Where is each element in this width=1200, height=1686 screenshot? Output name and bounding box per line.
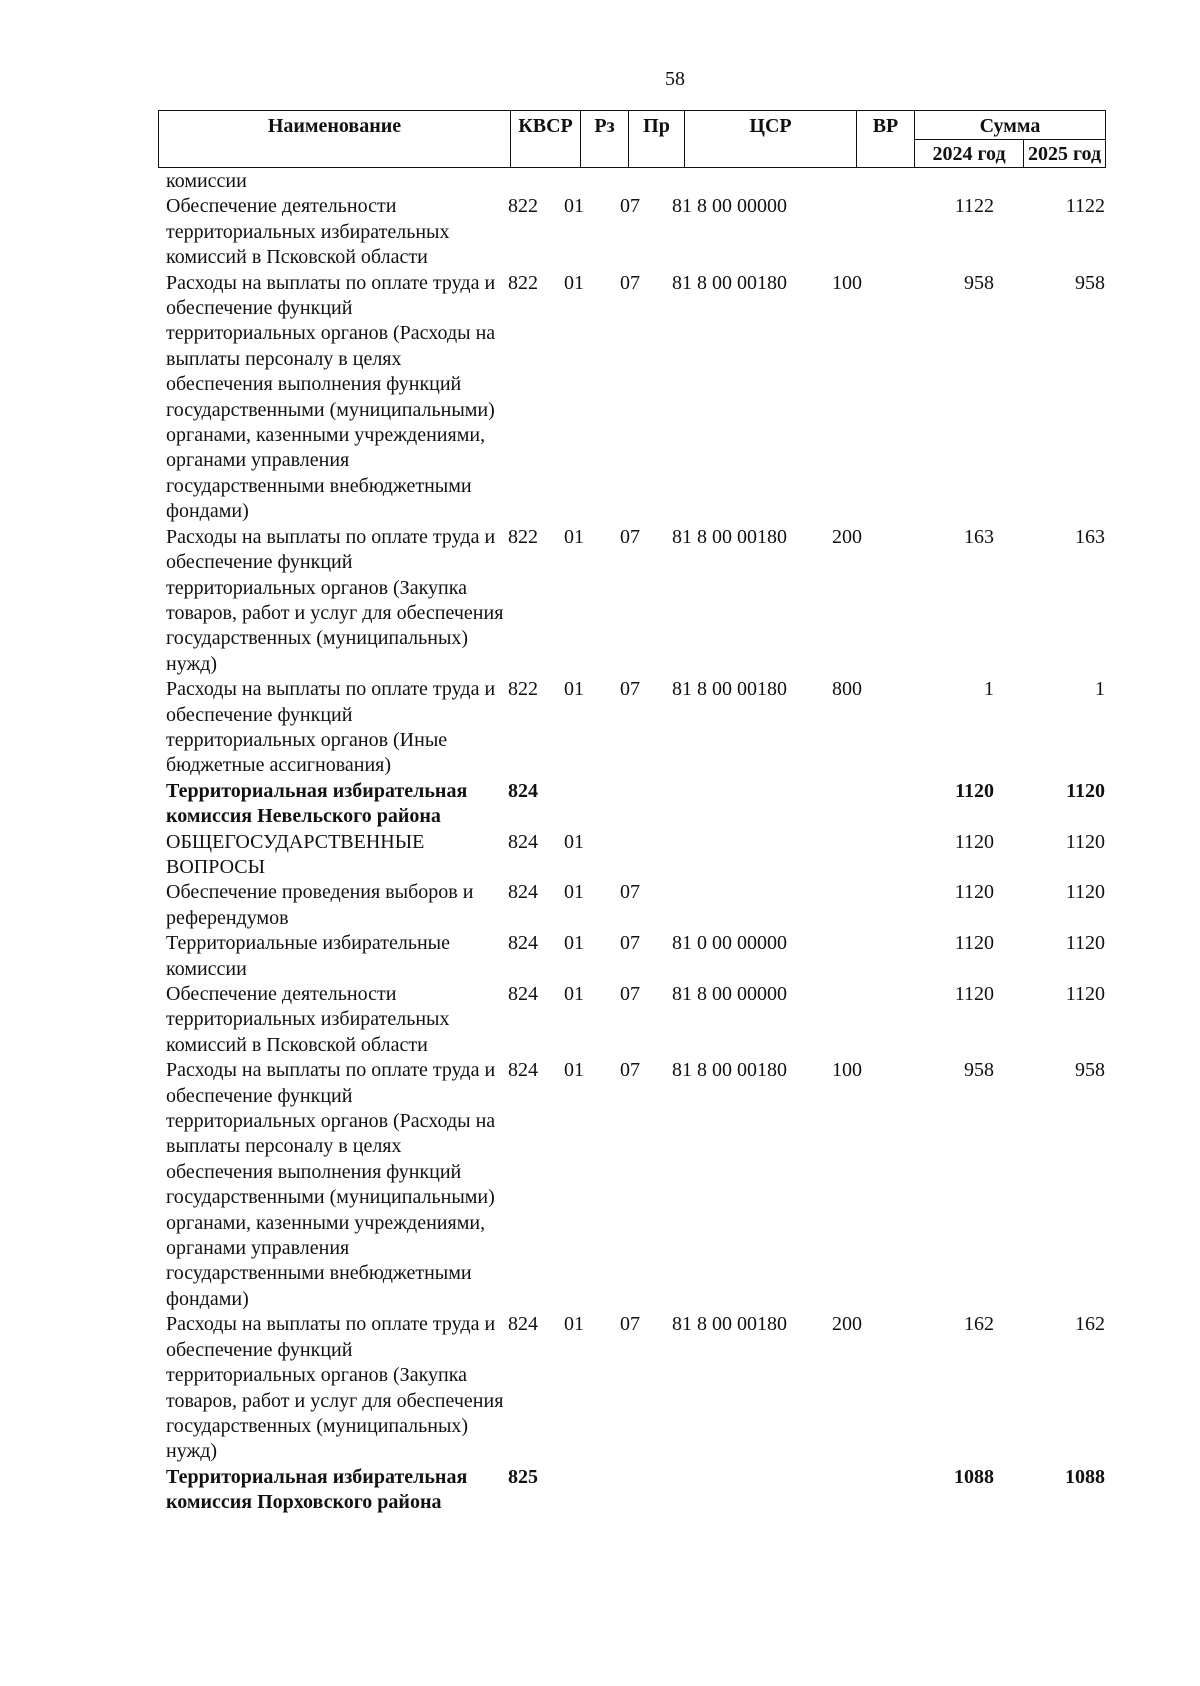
row-csr: 81 8 00 00180 [672,1059,787,1082]
table-row [166,830,1126,881]
row-csr [672,830,832,881]
table-row [166,271,1126,525]
row-kvsr: 824 [508,932,538,955]
row-pr [620,1465,672,1516]
row-csr: 81 8 00 00000 [672,195,787,218]
table-row [166,194,1126,270]
row-rz: 01 [564,525,584,548]
row-name: Обеспечение проведения выборов и референдумов [166,881,474,929]
row-vr [832,169,890,194]
row-rz [564,779,620,830]
row-kvsr: 822 [508,195,538,218]
table-row [166,779,1126,830]
row-vr [832,830,890,881]
row-csr: 81 0 00 00000 [672,932,787,955]
row-vr [832,931,890,982]
header-name: Наименование [159,111,511,167]
row-vr: 100 [832,271,862,294]
row-name: комиссии [166,170,247,192]
row-csr: 81 8 00 00000 [672,983,787,1005]
header-sum: Сумма [915,111,1105,140]
row-sum-2024: 163 [964,525,994,548]
row-rz: 01 [564,1313,584,1336]
row-vr: 200 [832,1313,862,1336]
row-rz: 01 [564,195,584,218]
row-pr: 07 [620,1313,640,1336]
row-name: Территориальная избирательная комиссия Порховского района [166,1465,468,1514]
row-kvsr [504,169,564,194]
row-sum-2024: 1122 [954,195,994,218]
row-csr: 81 8 00 00180 [672,525,787,548]
row-pr [620,779,672,830]
row-sum-2025: 958 [1075,1059,1105,1082]
row-sum-2025 [994,169,1105,194]
header-year-2025: 2025 год [1027,143,1102,165]
row-name: Расходы на выплаты по оплате труда и обеспечение функций территориальных органов (Закупка товаров, работ и услуг для обеспечения государственных (муниципальных) нужд) [166,1313,504,1463]
row-name: Территориальные избирательные комиссии [166,932,450,980]
row-csr [672,880,832,931]
row-pr: 07 [620,1059,640,1082]
header-kvsr: КВСР [511,111,581,167]
row-csr: 81 8 00 00180 [672,271,787,294]
row-pr: 07 [620,271,640,294]
row-sum-2024: 1120 [954,932,994,955]
row-csr [672,1465,832,1516]
row-sum-2024: 1120 [955,779,994,802]
row-sum-2025: 1122 [1065,195,1105,218]
row-vr [832,1465,890,1516]
page-number: 58 [665,68,685,90]
row-sum-2025: 163 [1075,525,1105,548]
table-row [166,931,1126,982]
table-row [166,1312,1126,1464]
row-sum-2025: 958 [1075,271,1105,294]
row-pr [620,169,672,194]
row-sum-2024: 958 [964,271,994,294]
row-kvsr: 824 [508,1059,538,1082]
row-sum-2024: 162 [964,1313,994,1336]
row-sum-2025: 1120 [1065,881,1105,904]
table-row [166,677,1126,779]
header-pr: Пр [629,111,685,167]
row-sum-2025: 1120 [1065,983,1105,1005]
row-kvsr: 824 [508,779,538,802]
row-sum-2024: 958 [964,1059,994,1082]
row-kvsr: 824 [508,881,538,904]
table-row [166,525,1126,677]
row-vr [832,982,890,1058]
row-sum-2025: 1 [1095,678,1105,701]
table-row [166,169,1126,194]
row-vr: 800 [832,678,862,701]
table-row [166,1465,1126,1516]
row-pr: 07 [620,932,640,955]
row-rz: 01 [564,271,584,294]
row-name: Обеспечение деятельности территориальных избирательных комиссий в Псковской области [166,983,450,1056]
row-rz: 01 [564,1059,584,1082]
row-sum-2025: 1120 [1065,932,1105,955]
row-sum-2025: 162 [1075,1313,1105,1336]
row-name: ОБЩЕГОСУДАРСТВЕННЫЕ ВОПРОСЫ [166,830,425,878]
row-rz: 01 [564,932,584,955]
row-rz: 01 [564,983,584,1005]
row-kvsr: 824 [508,983,538,1005]
row-name: Расходы на выплаты по оплате труда и обеспечение функций территориальных органов (Иные бюджетные ассигнования) [166,678,496,777]
table-body [166,169,1126,1516]
header-year-2024: 2024 год [915,140,1024,168]
row-sum-2024: 1120 [954,881,994,904]
row-sum-2024: 1088 [954,1465,994,1488]
row-rz: 01 [564,678,584,701]
row-name: Расходы на выплаты по оплате труда и обеспечение функций территориальных органов (Расходы на выплаты персоналу в целях обеспечения выполнения функций государственными (муниципальными) органами, казенными учреждениями, органами управления государственными внебюджетными фондами) [166,271,496,523]
row-vr: 200 [832,525,862,548]
row-csr [672,779,832,830]
header-csr: ЦСР [685,111,857,167]
row-kvsr: 824 [508,830,538,853]
row-sum-2025: 1088 [1065,1465,1105,1488]
table-row [166,982,1126,1058]
row-sum-2024: 1 [984,678,994,701]
row-kvsr: 822 [508,271,538,294]
row-pr: 07 [620,195,640,218]
row-pr: 07 [620,983,640,1005]
row-sum-2024 [890,169,994,194]
row-vr [832,779,890,830]
row-csr [672,169,832,194]
row-rz [564,169,620,194]
table-row [166,880,1126,931]
row-name: Обеспечение деятельности территориальных избирательных комиссий в Псковской области [166,195,450,269]
row-name: Территориальная избирательная комиссия Невельского района [166,779,468,828]
row-rz: 01 [564,830,584,853]
header-sum-group [915,111,1105,167]
row-kvsr: 825 [508,1465,538,1488]
row-csr: 81 8 00 00180 [672,678,787,701]
row-csr: 81 8 00 00180 [672,1313,787,1336]
row-kvsr: 824 [508,1313,538,1336]
table-header [158,110,1106,168]
row-pr [620,830,672,881]
row-rz: 01 [564,881,584,904]
row-sum-2025: 1120 [1065,830,1105,853]
row-kvsr: 822 [508,678,538,701]
row-name: Расходы на выплаты по оплате труда и обеспечение функций территориальных органов (Закупка товаров, работ и услуг для обеспечения государственных (муниципальных) нужд) [166,525,504,675]
row-sum-2024: 1120 [954,983,994,1005]
table-row [166,1058,1126,1312]
row-sum-2024: 1120 [954,830,994,853]
row-sum-2025: 1120 [1066,779,1105,802]
row-vr: 100 [832,1059,862,1082]
row-kvsr: 822 [508,525,538,548]
row-vr [832,880,890,931]
header-rz: Рз [581,111,629,167]
row-pr: 07 [620,881,640,904]
header-vr: ВР [857,111,915,167]
row-vr [832,194,890,270]
row-pr: 07 [620,678,640,701]
row-name: Расходы на выплаты по оплате труда и обеспечение функций территориальных органов (Расходы на выплаты персоналу в целях обеспечения выполнения функций государственными (муниципальными) органами, казенными учреждениями, органами управления государственными внебюджетными фондами) [166,1059,496,1310]
row-rz [564,1465,620,1516]
row-pr: 07 [620,525,640,548]
